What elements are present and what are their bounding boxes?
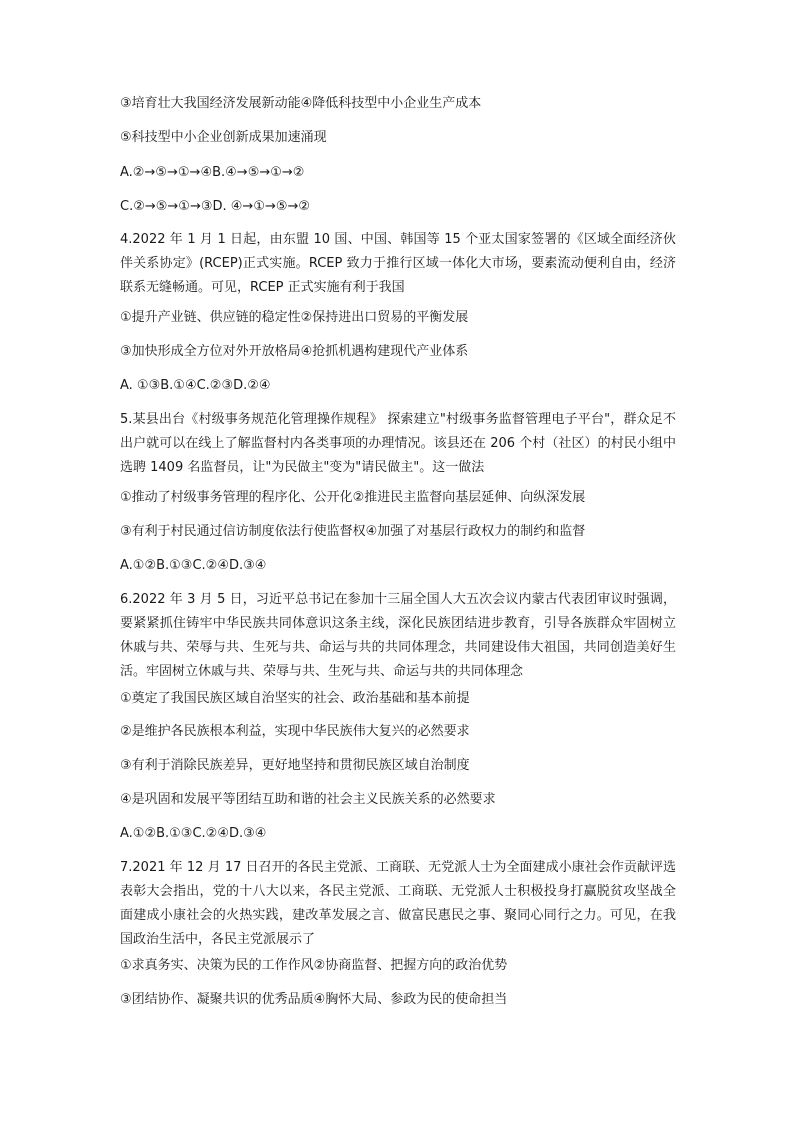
question-4-answer-choices: A. ①③B.①④C.②③D.②④: [120, 378, 271, 393]
question-6-option-3: ③有利于消除民族差异，更好地坚持和贯彻民族区域自治制度: [120, 758, 470, 773]
question-4-options-3-4: ③加快形成全方位对外开放格局④抢抓机遇构建现代产业体系: [120, 344, 469, 359]
question-7-options-1-2: ①求真务实、决策为民的工作作风②协商监督、把握方向的政治优势: [120, 958, 508, 973]
question-6-option-4: ④是巩固和发展平等团结互助和谐的社会主义民族关系的必然要求: [120, 792, 496, 807]
question-5-options-1-2: ①推动了村级事务管理的程序化、公开化②推进民主监督向基层延伸、向纵深发展: [120, 490, 586, 505]
question-5-stem: 5.某县出台《村级事务规范化管理操作规程》 探索建立"村级事务监督管理电子平台"，群众足不出户就可以在线上了解监督村内各类事项的办理情况。该县还在 206 个村（社区）的村民小组中选聘 1409 名监督员，让"为民做主"变为"请民做主"。这一做法: [120, 412, 676, 475]
question-3-answer-choices-cd: C.②→⑤→①→③D. ④→①→⑤→②: [120, 199, 311, 214]
question-6-option-1: ①奠定了我国民族区域自治坚实的社会、政治基础和基本前提: [120, 691, 470, 706]
question-4-stem: 4.2022 年 1 月 1 日起，由东盟 10 国、中国、韩国等 15 个亚太国家签署的《区域全面经济伙伴关系协定》(RCEP)正式实施。RCEP 致力于推行区域一体化大市场，要素流动便利自由，经济联系无缝畅通。可见，RCEP 正式实施有利于我国: [120, 232, 676, 295]
question-3-option-line-3-4: ③培育壮大我国经济发展新动能④降低科技型中小企业生产成本: [120, 96, 482, 111]
question-7-stem: 7.2021 年 12 月 17 日召开的各民主党派、工商联、无党派人士为全面建成小康社会作贡献评选表彰大会指出，党的十八大以来，各民主党派、工商联、无党派人士积极投身打赢脱贫攻坚战全面建成小康社会的火热实践，建改革发展之言、做富民惠民之事、聚同心同行之力。可见，在我国政治生活中，各民主党派展示了: [120, 860, 676, 947]
question-4-options-1-2: ①提升产业链、供应链的稳定性②保持进出口贸易的平衡发展: [120, 310, 469, 325]
question-5-options-3-4: ③有利于村民通过信访制度依法行使监督权④加强了对基层行政权力的制约和监督: [120, 524, 586, 539]
question-3-option-line-5: ⑤科技型中小企业创新成果加速涌现: [120, 130, 327, 145]
question-5-answer-choices: A.①②B.①③C.②④D.③④: [120, 558, 267, 573]
question-3-answer-choices-ab: A.②→⑤→①→④B.④→⑤→①→②: [120, 165, 305, 180]
question-6-answer-choices: A.①②B.①③C.②④D.③④: [120, 826, 267, 841]
question-7-options-3-4: ③团结协作、凝聚共识的优秀品质④胸怀大局、参政为民的使命担当: [120, 992, 508, 1007]
question-6-option-2: ②是维护各民族根本利益，实现中华民族伟大复兴的必然要求: [120, 724, 470, 739]
question-6-stem: 6.2022 年 3 月 5 日，习近平总书记在参加十三届全国人大五次会议内蒙古代表团审议时强调，要紧紧抓住铸牢中华民族共同体意识这条主线，深化民族团结进步教育，引导各族群众牢固树立休戚与共、荣辱与共、生死与共、命运与共的共同体理念，共同建设伟大祖国，共同创造美好生活。牢固树立休戚与共、荣辱与共、生死与共、命运与共的共同体理念: [120, 592, 676, 679]
